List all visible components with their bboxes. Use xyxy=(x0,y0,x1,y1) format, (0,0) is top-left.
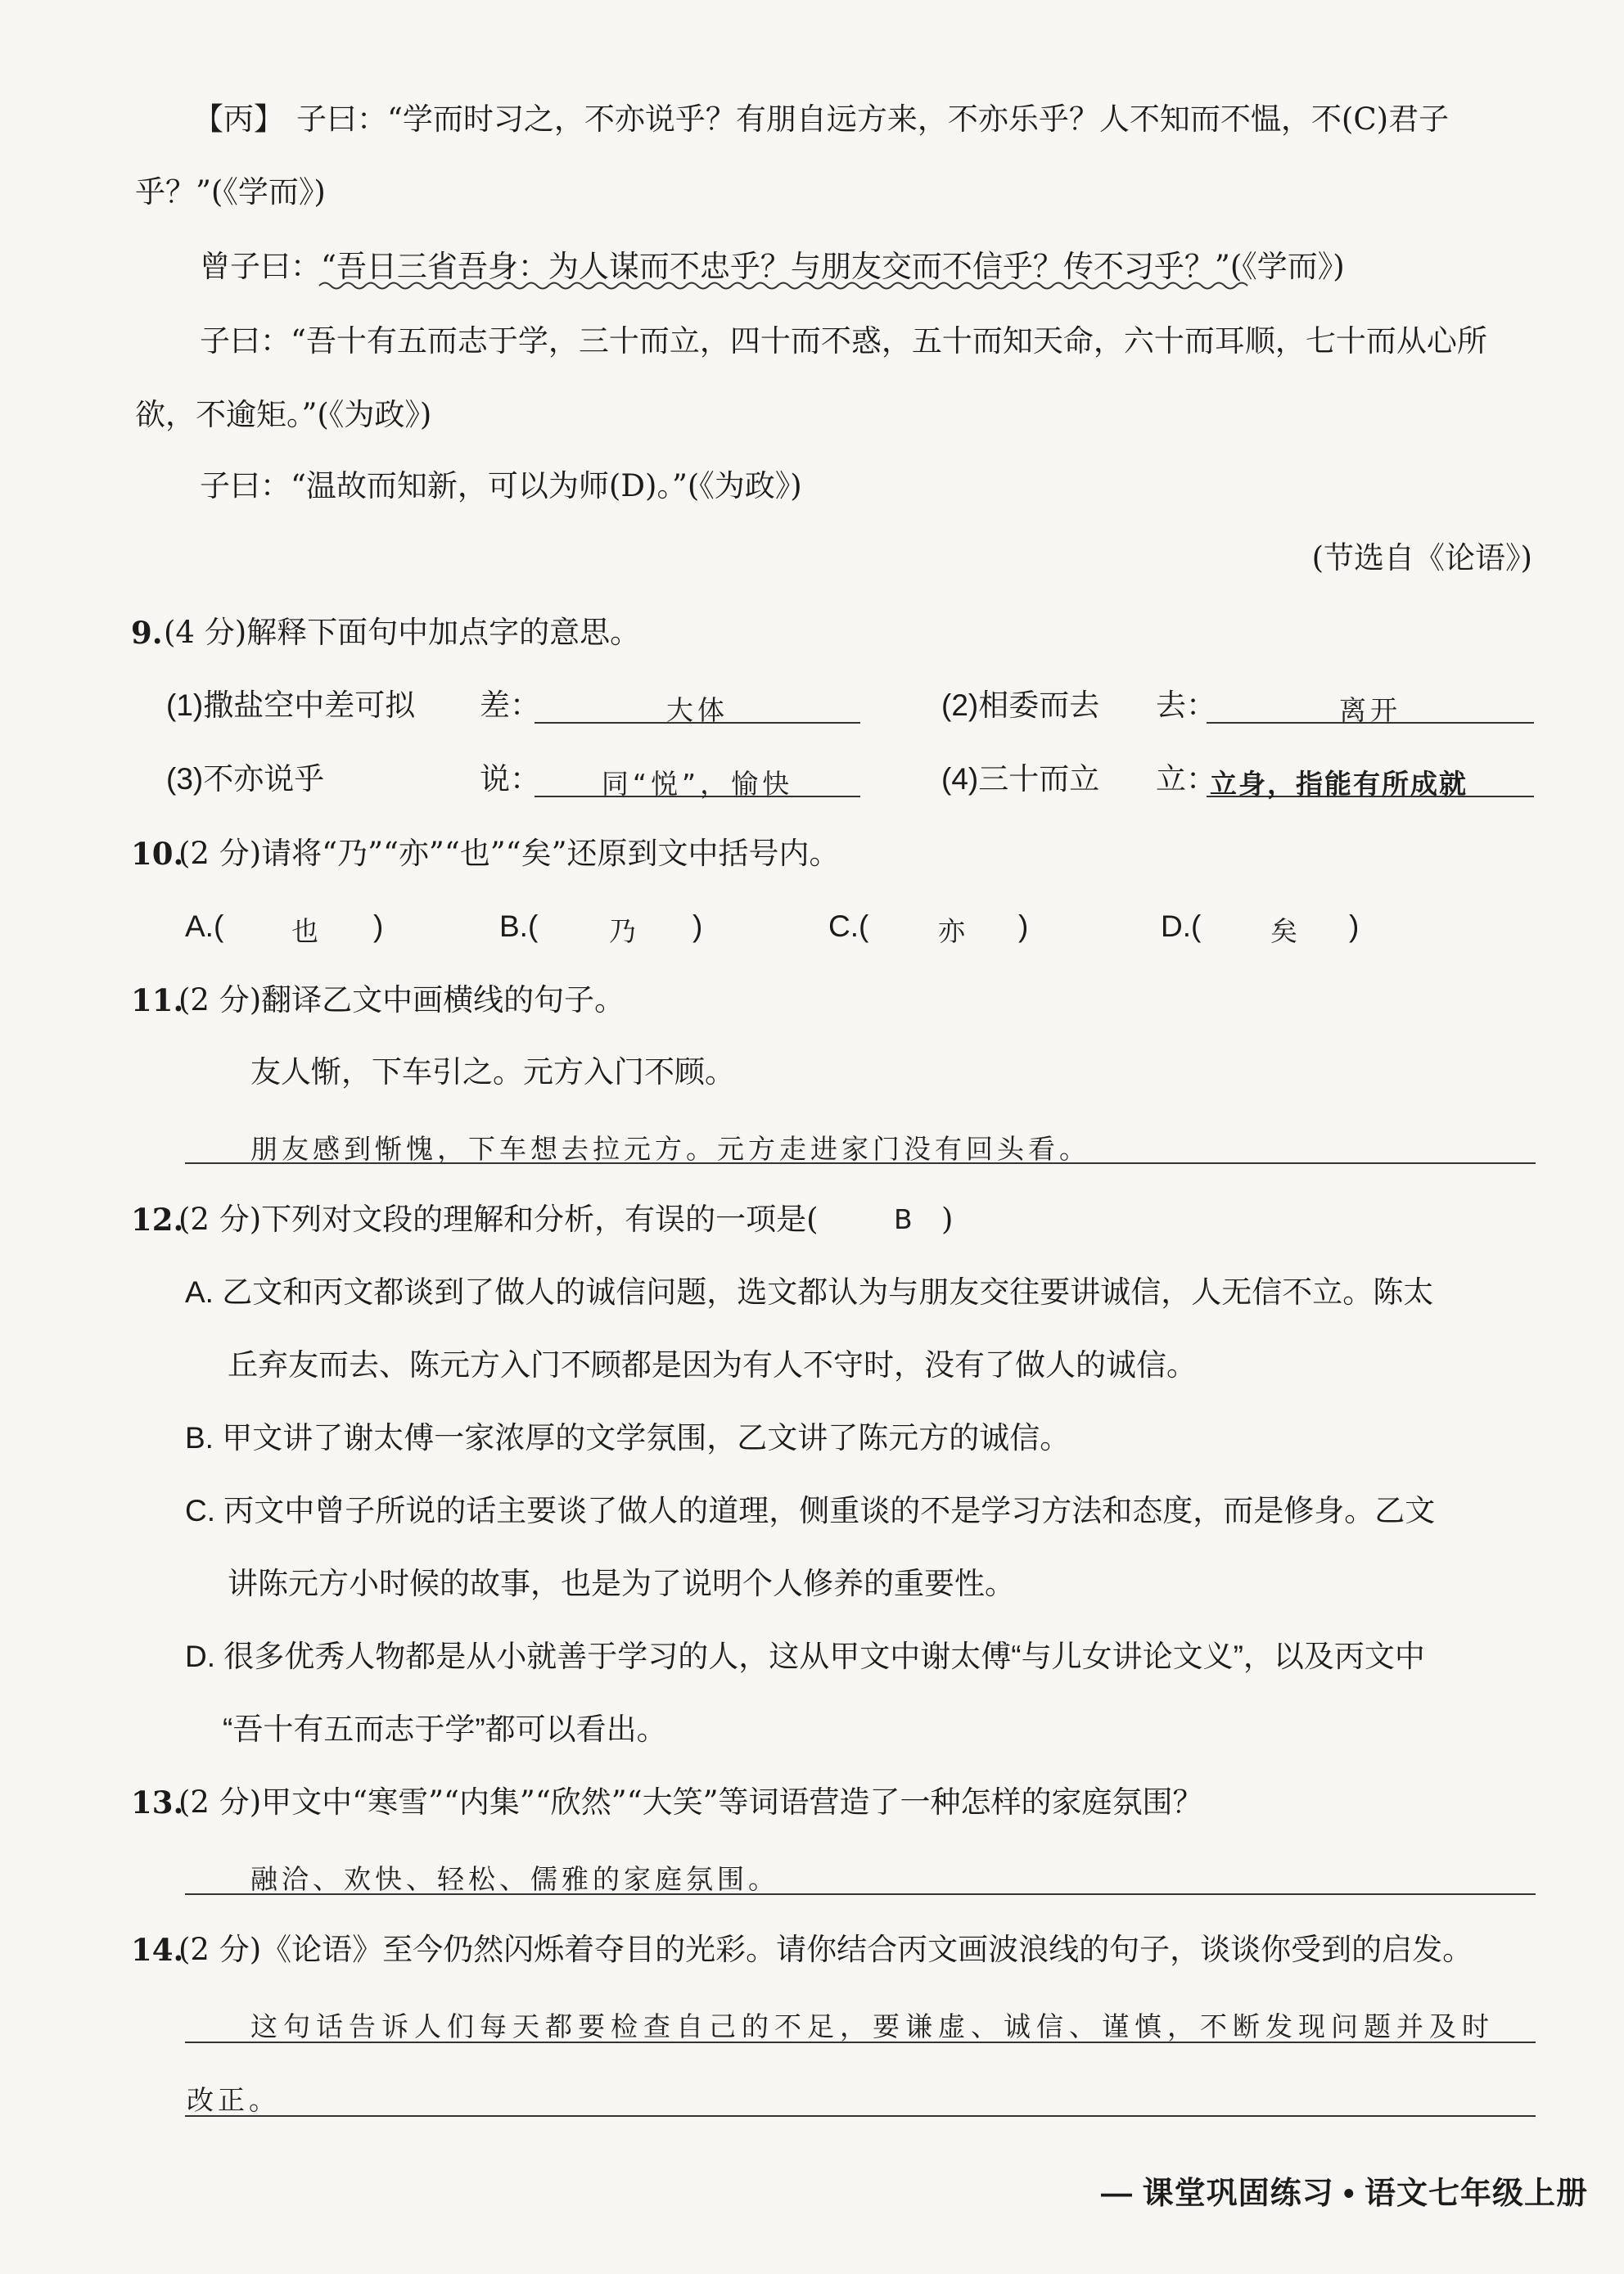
passage-line: 子曰：“吾十有五而志于学，三十而立，四十而不惑，五十而知天命，六十而耳顺，七十而从心所 xyxy=(200,323,1487,359)
q10-option-c-label: C.( xyxy=(828,909,869,943)
passage-zi3: 子曰：“温故而知新，可以为师(D)。”(《为政》) xyxy=(200,468,802,503)
answer-line xyxy=(185,2115,1536,2117)
q9-word-4: 立： xyxy=(1156,762,1216,796)
q14-answer-line1: 这句话告诉人们每天都要检查自己的不足，要谦虚、诚信、谨慎，不断发现问题并及时 xyxy=(250,2010,1495,2042)
question-number: 10. xyxy=(131,836,184,872)
question-number: 13. xyxy=(131,1784,184,1821)
passage-bing-tag: 【丙】 xyxy=(193,102,284,137)
question-number: 12. xyxy=(131,1202,184,1238)
q12-option-b: B. 甲文讲了谢太傅一家浓厚的文学氛围，乙文讲了陈元方的诚信。 xyxy=(185,1421,1071,1455)
q9-answer-2: 离开 xyxy=(1339,694,1401,726)
question-number: 14. xyxy=(131,1932,184,1968)
q10-option-b-label: B.( xyxy=(499,909,539,943)
passage-line: 乎？”(《学而》) xyxy=(135,174,326,210)
q14-answer-line2: 改正。 xyxy=(187,2084,280,2116)
q10-option-d-answer: 矣 xyxy=(1270,915,1301,947)
q9-sentence-3: (3)不亦说乎 xyxy=(166,762,325,796)
q10-option-c-answer: 亦 xyxy=(938,915,969,947)
q9-sentence-4: (4)三十而立 xyxy=(941,762,1100,796)
q9-sentence-1: (1)撒盐空中差可拟 xyxy=(166,688,416,722)
q10-option-b-answer: 乃 xyxy=(609,915,640,947)
question-number: 9. xyxy=(131,615,163,651)
question-stem: (2 分)《论语》至今仍然闪烁着夺目的光彩。请你结合丙文画波浪线的句子，谈谈你受到的启发。 xyxy=(178,1932,1473,1967)
question-number: 11. xyxy=(131,982,184,1018)
q9-sentence-2: (2)相委而去 xyxy=(941,688,1100,722)
q11-answer: 朋友感到惭愧，下车想去拉元方。元方走进家门没有回头看。 xyxy=(250,1133,1090,1165)
answer-line xyxy=(185,2042,1536,2043)
q12-option-d-cont: “吾十有五而志于学”都可以看出。 xyxy=(223,1712,667,1746)
question-stem: (4 分)解释下面句中加点字的意思。 xyxy=(164,615,641,650)
answer-line xyxy=(185,1162,1536,1164)
q10-option-b-close: ) xyxy=(692,909,703,943)
q9-answer-4: 立身，指能有所成就 xyxy=(1210,768,1468,800)
question-stem: (2 分)翻译乙文中画横线的句子。 xyxy=(178,982,625,1017)
question-stem: (2 分)下列对文段的理解和分析，有误的一项是( xyxy=(178,1202,819,1237)
q11-sentence: 友人惭，下车引之。元方入门不顾。 xyxy=(250,1054,735,1090)
q10-option-d-close: ) xyxy=(1349,909,1360,943)
q12-option-a-cont: 丘弃友而去、陈元方入门不顾都是因为有人不守时，没有了做人的诚信。 xyxy=(228,1348,1197,1382)
q9-answer-1: 大体 xyxy=(666,694,729,726)
q10-option-a-close: ) xyxy=(373,909,384,943)
q12-option-a: A. 乙文和丙文都谈到了做人的诚信问题，选文都认为与朋友交往要讲诚信，人无信不立。陈太 xyxy=(185,1275,1434,1309)
passage-source: (节选自《论语》) xyxy=(1311,540,1532,575)
page-footer: — 课堂巩固练习 • 语文七年级上册 xyxy=(1101,2177,1588,2211)
q12-answer: B xyxy=(894,1203,917,1235)
wavy-underline xyxy=(319,280,1252,291)
passage-line: 子曰：“学而时习之，不亦说乎？有朋自远方来，不亦乐乎？人不知而不愠，不(C)君子 xyxy=(296,102,1450,137)
question-stem-close: ) xyxy=(941,1202,954,1237)
q10-option-d-label: D.( xyxy=(1161,909,1202,943)
passage-zengzi: 曾子曰：“吾日三省吾身：为人谋而不忠乎？与朋友交而不信乎？传不习乎？”(《学而》) xyxy=(200,249,1345,284)
q9-word-3: 说： xyxy=(480,762,540,796)
answer-line xyxy=(185,1893,1536,1895)
q10-option-a-answer: 也 xyxy=(291,915,323,947)
passage-line: 欲，不逾矩。”(《为政》) xyxy=(135,397,432,432)
q9-word-2: 去： xyxy=(1156,688,1216,722)
q12-option-c: C. 丙文中曾子所说的话主要谈了做人的道理，侧重谈的不是学习方法和态度，而是修身。乙文 xyxy=(185,1494,1436,1527)
q12-option-c-cont: 讲陈元方小时候的故事，也是为了说明个人修养的重要性。 xyxy=(228,1567,1015,1600)
q13-answer: 融洽、欢快、轻松、儒雅的家庭氛围。 xyxy=(250,1863,779,1895)
question-stem: (2 分)甲文中“寒雪”“内集”“欣然”“大笑”等词语营造了一种怎样的家庭氛围？ xyxy=(178,1784,1203,1820)
question-stem: (2 分)请将“乃”“亦”“也”“矣”还原到文中括号内。 xyxy=(178,836,840,871)
q10-option-a-label: A.( xyxy=(185,909,224,943)
q9-answer-3: 同“悦”，愉快 xyxy=(601,768,794,800)
q10-option-c-close: ) xyxy=(1018,909,1029,943)
q12-option-d: D. 很多优秀人物都是从小就善于学习的人，这从甲文中谢太傅“与儿女讲论文义”，以及丙文中 xyxy=(185,1640,1425,1673)
q9-word-1: 差： xyxy=(480,688,540,722)
